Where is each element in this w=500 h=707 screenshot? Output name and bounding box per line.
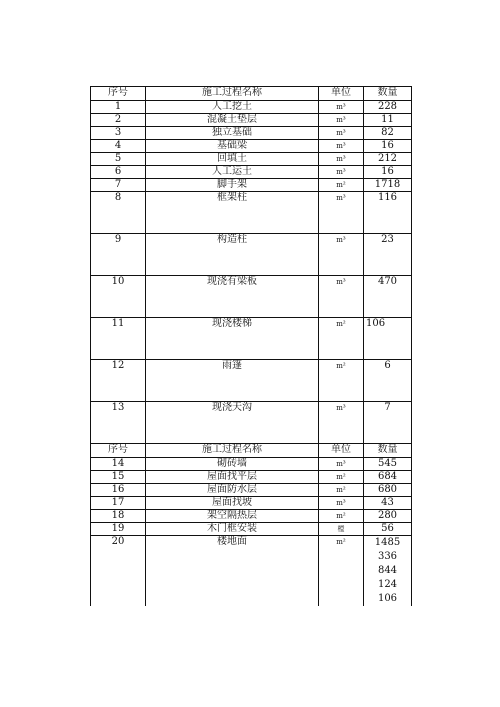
table-row <box>91 101 412 114</box>
table-row <box>91 523 412 536</box>
row-qty: 545 <box>364 458 412 471</box>
row-unit: m³ <box>319 192 364 234</box>
row-qty-line: 336 <box>377 551 398 562</box>
row-index: 13 <box>91 402 146 444</box>
header-name: 施工过程名称 <box>146 444 319 458</box>
row-index: 10 <box>91 276 146 318</box>
row-qty: 43 <box>364 497 412 510</box>
row-index: 9 <box>91 234 146 276</box>
row-index: 14 <box>91 458 146 471</box>
table-row <box>91 536 412 607</box>
table-row <box>91 127 412 140</box>
row-qty: 11 <box>364 114 412 127</box>
row-unit: m³ <box>319 127 364 140</box>
row-qty: 23 <box>364 234 412 276</box>
row-qty-line: 844 <box>377 565 398 576</box>
row-unit: m² <box>319 318 364 360</box>
table-row <box>91 471 412 484</box>
header-qty: 数量 <box>364 444 412 458</box>
table-row <box>91 360 412 402</box>
row-index: 18 <box>91 510 146 523</box>
row-index: 20 <box>91 536 146 607</box>
row-name: 脚手架 <box>146 179 319 192</box>
row-name: 回填土 <box>146 153 319 166</box>
table-row <box>91 192 412 234</box>
table-header-row <box>91 87 412 101</box>
row-qty: 470 <box>364 276 412 318</box>
row-qty: 106 <box>364 318 412 360</box>
row-index: 17 <box>91 497 146 510</box>
row-unit: m³ <box>319 153 364 166</box>
row-name: 人工挖土 <box>146 101 319 114</box>
table-row <box>91 166 412 179</box>
table-row <box>91 276 412 318</box>
row-qty: 680 <box>364 484 412 497</box>
row-qty-line: 106 <box>377 593 398 604</box>
header-unit: 单位 <box>319 444 364 458</box>
row-unit: m³ <box>319 497 364 510</box>
row-qty-line: 124 <box>377 579 398 590</box>
header-unit: 单位 <box>319 87 364 101</box>
row-qty: 16 <box>364 166 412 179</box>
table-row <box>91 458 412 471</box>
row-qty: 684 <box>364 471 412 484</box>
row-qty-line: 1485 <box>374 537 401 548</box>
row-name: 屋面防水层 <box>146 484 319 497</box>
row-name: 楼地面 <box>146 536 319 607</box>
row-name: 雨篷 <box>146 360 319 402</box>
row-unit: m³ <box>319 276 364 318</box>
row-qty: 212 <box>364 153 412 166</box>
row-name: 现浇有梁板 <box>146 276 319 318</box>
header-index: 序号 <box>91 444 146 458</box>
table-header-row <box>91 444 412 458</box>
row-unit: m³ <box>319 234 364 276</box>
row-name: 屋面找坡 <box>146 497 319 510</box>
row-unit: m² <box>319 471 364 484</box>
row-name: 现浇楼梯 <box>146 318 319 360</box>
row-unit: m³ <box>319 114 364 127</box>
table-row <box>91 484 412 497</box>
row-unit: m² <box>319 510 364 523</box>
row-qty: 280 <box>364 510 412 523</box>
table-row <box>91 497 412 510</box>
work-process-table <box>90 86 412 606</box>
table-row <box>91 140 412 153</box>
row-index: 5 <box>91 153 146 166</box>
row-index: 6 <box>91 166 146 179</box>
table-row <box>91 510 412 523</box>
table-body <box>91 87 412 607</box>
row-index: 4 <box>91 140 146 153</box>
row-index: 1 <box>91 101 146 114</box>
header-name: 施工过程名称 <box>146 87 319 101</box>
row-unit: m² <box>319 536 364 607</box>
row-name: 人工运土 <box>146 166 319 179</box>
row-unit: m³ <box>319 140 364 153</box>
row-unit: m³ <box>319 101 364 114</box>
row-unit: 樘 <box>319 523 364 536</box>
header-index: 序号 <box>91 87 146 101</box>
row-name: 构造柱 <box>146 234 319 276</box>
row-unit: m³ <box>319 402 364 444</box>
row-index: 16 <box>91 484 146 497</box>
row-index: 7 <box>91 179 146 192</box>
row-qty <box>364 536 412 607</box>
row-index: 8 <box>91 192 146 234</box>
row-qty: 82 <box>364 127 412 140</box>
row-qty: 6 <box>364 360 412 402</box>
row-index: 3 <box>91 127 146 140</box>
row-name: 砌砖墙 <box>146 458 319 471</box>
row-unit: m³ <box>319 458 364 471</box>
row-index: 15 <box>91 471 146 484</box>
row-qty: 7 <box>364 402 412 444</box>
row-index: 12 <box>91 360 146 402</box>
row-unit: m³ <box>319 166 364 179</box>
row-name: 屋面找平层 <box>146 471 319 484</box>
table-row <box>91 318 412 360</box>
row-unit: m² <box>319 360 364 402</box>
row-qty: 116 <box>364 192 412 234</box>
table-row <box>91 153 412 166</box>
row-name: 现浇天沟 <box>146 402 319 444</box>
row-unit: m² <box>319 179 364 192</box>
table-row <box>91 234 412 276</box>
table-row <box>91 114 412 127</box>
row-name: 架空隔热层 <box>146 510 319 523</box>
row-qty: 16 <box>364 140 412 153</box>
row-index: 2 <box>91 114 146 127</box>
row-name: 独立基础 <box>146 127 319 140</box>
row-unit: m² <box>319 484 364 497</box>
row-qty: 56 <box>364 523 412 536</box>
table-row <box>91 402 412 444</box>
row-index: 19 <box>91 523 146 536</box>
table-row <box>91 179 412 192</box>
row-name: 木门框安装 <box>146 523 319 536</box>
row-index: 11 <box>91 318 146 360</box>
header-qty: 数量 <box>364 87 412 101</box>
row-name: 框架柱 <box>146 192 319 234</box>
row-name: 基础梁 <box>146 140 319 153</box>
row-qty: 1718 <box>364 179 412 192</box>
row-name: 混凝土垫层 <box>146 114 319 127</box>
row-qty: 228 <box>364 101 412 114</box>
